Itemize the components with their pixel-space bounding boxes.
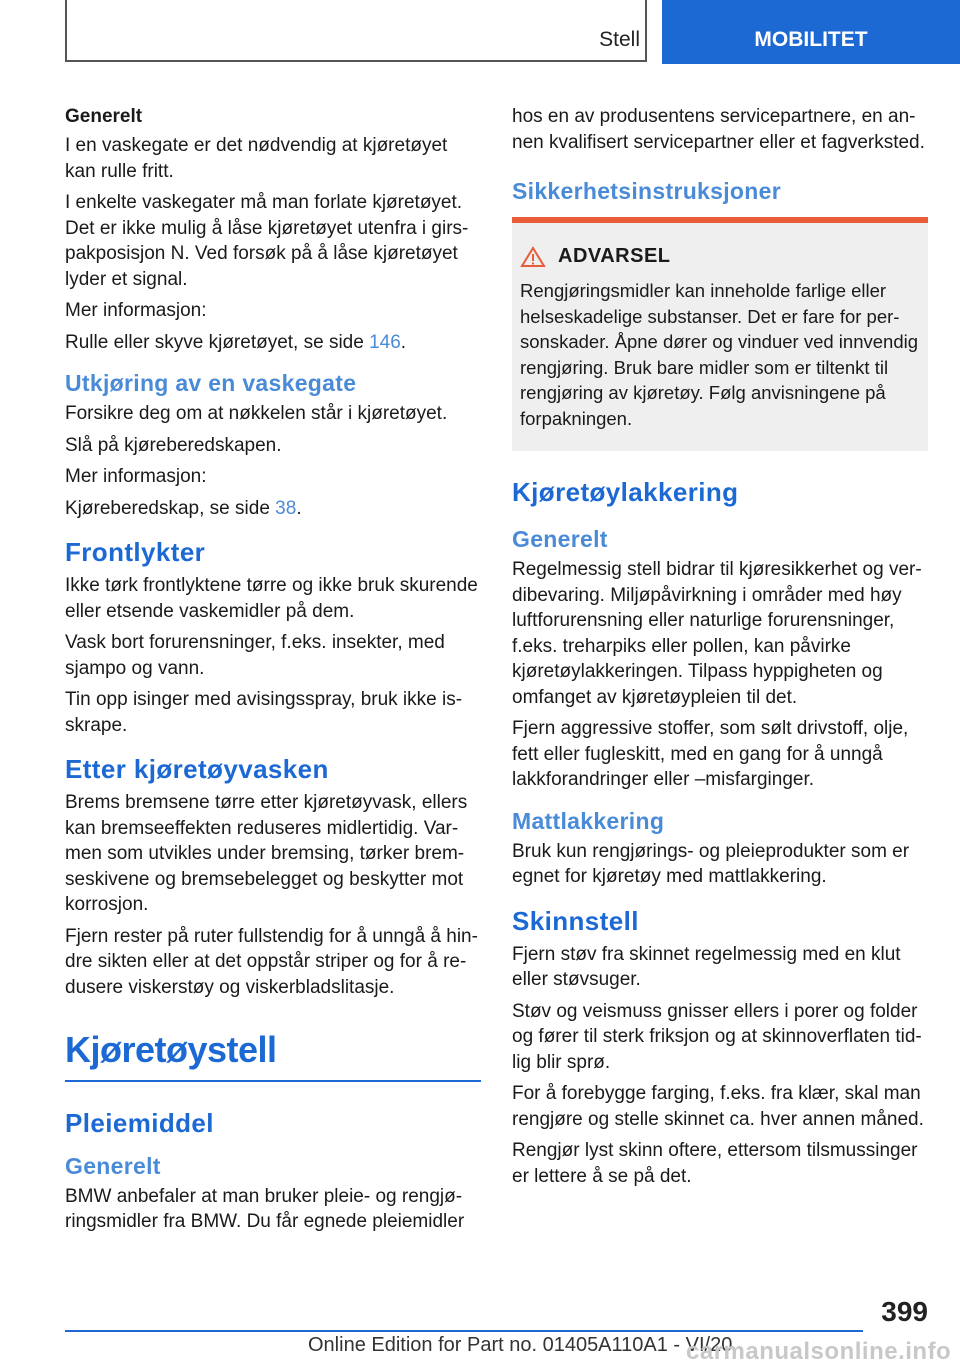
paragraph: Fjern rester på ruter fullstendig for å unngå å hindre sikten eller at det oppstår striper og for å redusere viskerstøy og viskerbladslitasje. <box>65 925 478 998</box>
paragraph: Vask bort forurensninger, f.eks. insekter, med sjampo og vann. <box>65 632 445 679</box>
paragraph: I enkelte vaskegater må man forlate kjøretøyet. Det er ikke mulig å låse kjøretøyet utenfra i girspakposisjon N. Ved forsøk på å låse kjøretøyet lyder et signal. <box>65 192 469 290</box>
paragraph-with-link: Rulle eller skyve kjøretøyet, se side 146. <box>65 331 407 353</box>
paragraph-with-link: Kjøreberedskap, se side 38. <box>65 497 302 519</box>
generelt-label: Generelt <box>65 106 143 127</box>
paragraph: Mer informasjon: <box>65 300 207 321</box>
warning-triangle-icon <box>520 246 546 268</box>
heading-pleiemiddel: Pleiemiddel <box>65 1107 214 1138</box>
paragraph: Fjern aggressive stoffer, som sølt drivstoff, olje, fett eller fugleskitt, med en gang for å unngå lakkforandringer eller –misfarginger. <box>512 718 909 790</box>
paragraph: Mer informasjon: <box>65 466 207 487</box>
warning-text: Rengjøringsmidler kan inneholde farlige eller helseskadelige substanser. Det er fare for personskader. Åpne dører og vinduer ved innvendig rengjøring. Bruk bare midler som er tiltenkt til rengjøring av kjøretøy. Følg anvisningene på forpakningen. <box>520 280 919 429</box>
footer-edition: Online Edition for Part no. 01405A110A1 - VI/20 <box>308 1334 733 1356</box>
footer-divider <box>65 1330 863 1332</box>
heading-kjoretoylakkering: Kjøretøylakkering <box>512 477 739 507</box>
page-link-146[interactable]: 146 <box>369 331 401 353</box>
paragraph: Forsikre deg om at nøkkelen står i kjøretøyet. <box>65 403 448 424</box>
left-column <box>65 100 481 1241</box>
heading-generelt: Generelt <box>512 526 608 552</box>
heading-generelt: Generelt <box>65 1152 161 1179</box>
header-tab-mobilitet[interactable]: MOBILITET <box>662 0 960 64</box>
warning-box <box>512 217 928 451</box>
heading-frontlykter: Frontlykter <box>65 537 206 567</box>
paragraph: Fjern støv fra skinnet regelmessig med en klut eller støvsuger. <box>512 943 901 990</box>
heading-mattlakkering: Mattlakkering <box>512 807 665 834</box>
heading-sikkerhet: Sikkerhetsinstruksjoner <box>512 178 781 204</box>
paragraph: Tin opp isinger med avisingsspray, bruk ikke isskrape. <box>65 689 463 736</box>
heading-utkjoring: Utkjøring av en vaskegate <box>65 370 357 396</box>
paragraph: hos en av produsentens servicepartnere, en annen kvalifisert servicepartner eller et fagverksted. <box>512 106 925 153</box>
paragraph: Ikke tørk frontlyktene tørre og ikke bruk skurende eller etsende vaskemidler på dem. <box>65 575 478 622</box>
paragraph: BMW anbefaler at man bruker pleie- og rengjøringsmidler fra BMW. Du får egnede pleiemidler <box>65 1185 465 1232</box>
right-column <box>512 100 928 1195</box>
paragraph-text: Kjøreberedskap, se side <box>65 497 276 519</box>
heading-etter-vask: Etter kjøretøyvasken <box>65 754 329 784</box>
paragraph-text: Rulle eller skyve kjøretøyet, se side <box>65 331 370 353</box>
heading-skinnstell: Skinnstell <box>512 905 639 936</box>
heading-kjoretoystell: Kjøretøystell <box>65 1029 277 1070</box>
paragraph: Bruk kun rengjørings- og pleieprodukter som er egnet for kjøretøy med mattlakkering. <box>512 840 910 887</box>
paragraph: Slå på kjøreberedskapen. <box>65 434 282 456</box>
header-section-title: Stell <box>599 28 640 51</box>
page-number: 399 <box>881 1296 928 1327</box>
paragraph: Støv og veismuss gnisser ellers i porer og folder og fører til sterk friksjon og at skinnoverflaten tidlig blir sprø. <box>512 1000 922 1073</box>
paragraph: I en vaskegate er det nødvendig at kjøretøyet kan rulle fritt. <box>65 135 448 182</box>
heading-divider <box>65 1080 481 1082</box>
paragraph: Brems bremsene tørre etter kjøretøyvask, ellers kan bremseeffekten reduseres midlertidig. Varmen som utvikles under bremsing, tørker bremseskivene og bremsebelegget og beskytter mot korrosjon. <box>65 792 468 915</box>
warning-title: ADVARSEL <box>558 245 671 267</box>
paragraph: Regelmessig stell bidrar til kjøresikkerhet og verdibevaring. Miljøpåvirkning i områder med høy luftforurensning eller naturlige forurensninger, f.eks. treharpiks eller pollen, kan påvirke kjøretøylakkeringen. Tilpass hyppigheten og omfanget av kjøretøypleien til det. <box>512 559 922 708</box>
paragraph: Rengjør lyst skinn oftere, ettersom tilsmussinger er lettere å se på det. <box>512 1140 918 1187</box>
warning-header <box>520 245 918 268</box>
page-link-38[interactable]: 38 <box>275 497 297 519</box>
paragraph: For å forebygge farging, f.eks. fra klær, skal man rengjøre og stelle skinnet ca. hver annen måned. <box>512 1083 924 1130</box>
watermark: carmanualsonline.info <box>686 1338 952 1365</box>
